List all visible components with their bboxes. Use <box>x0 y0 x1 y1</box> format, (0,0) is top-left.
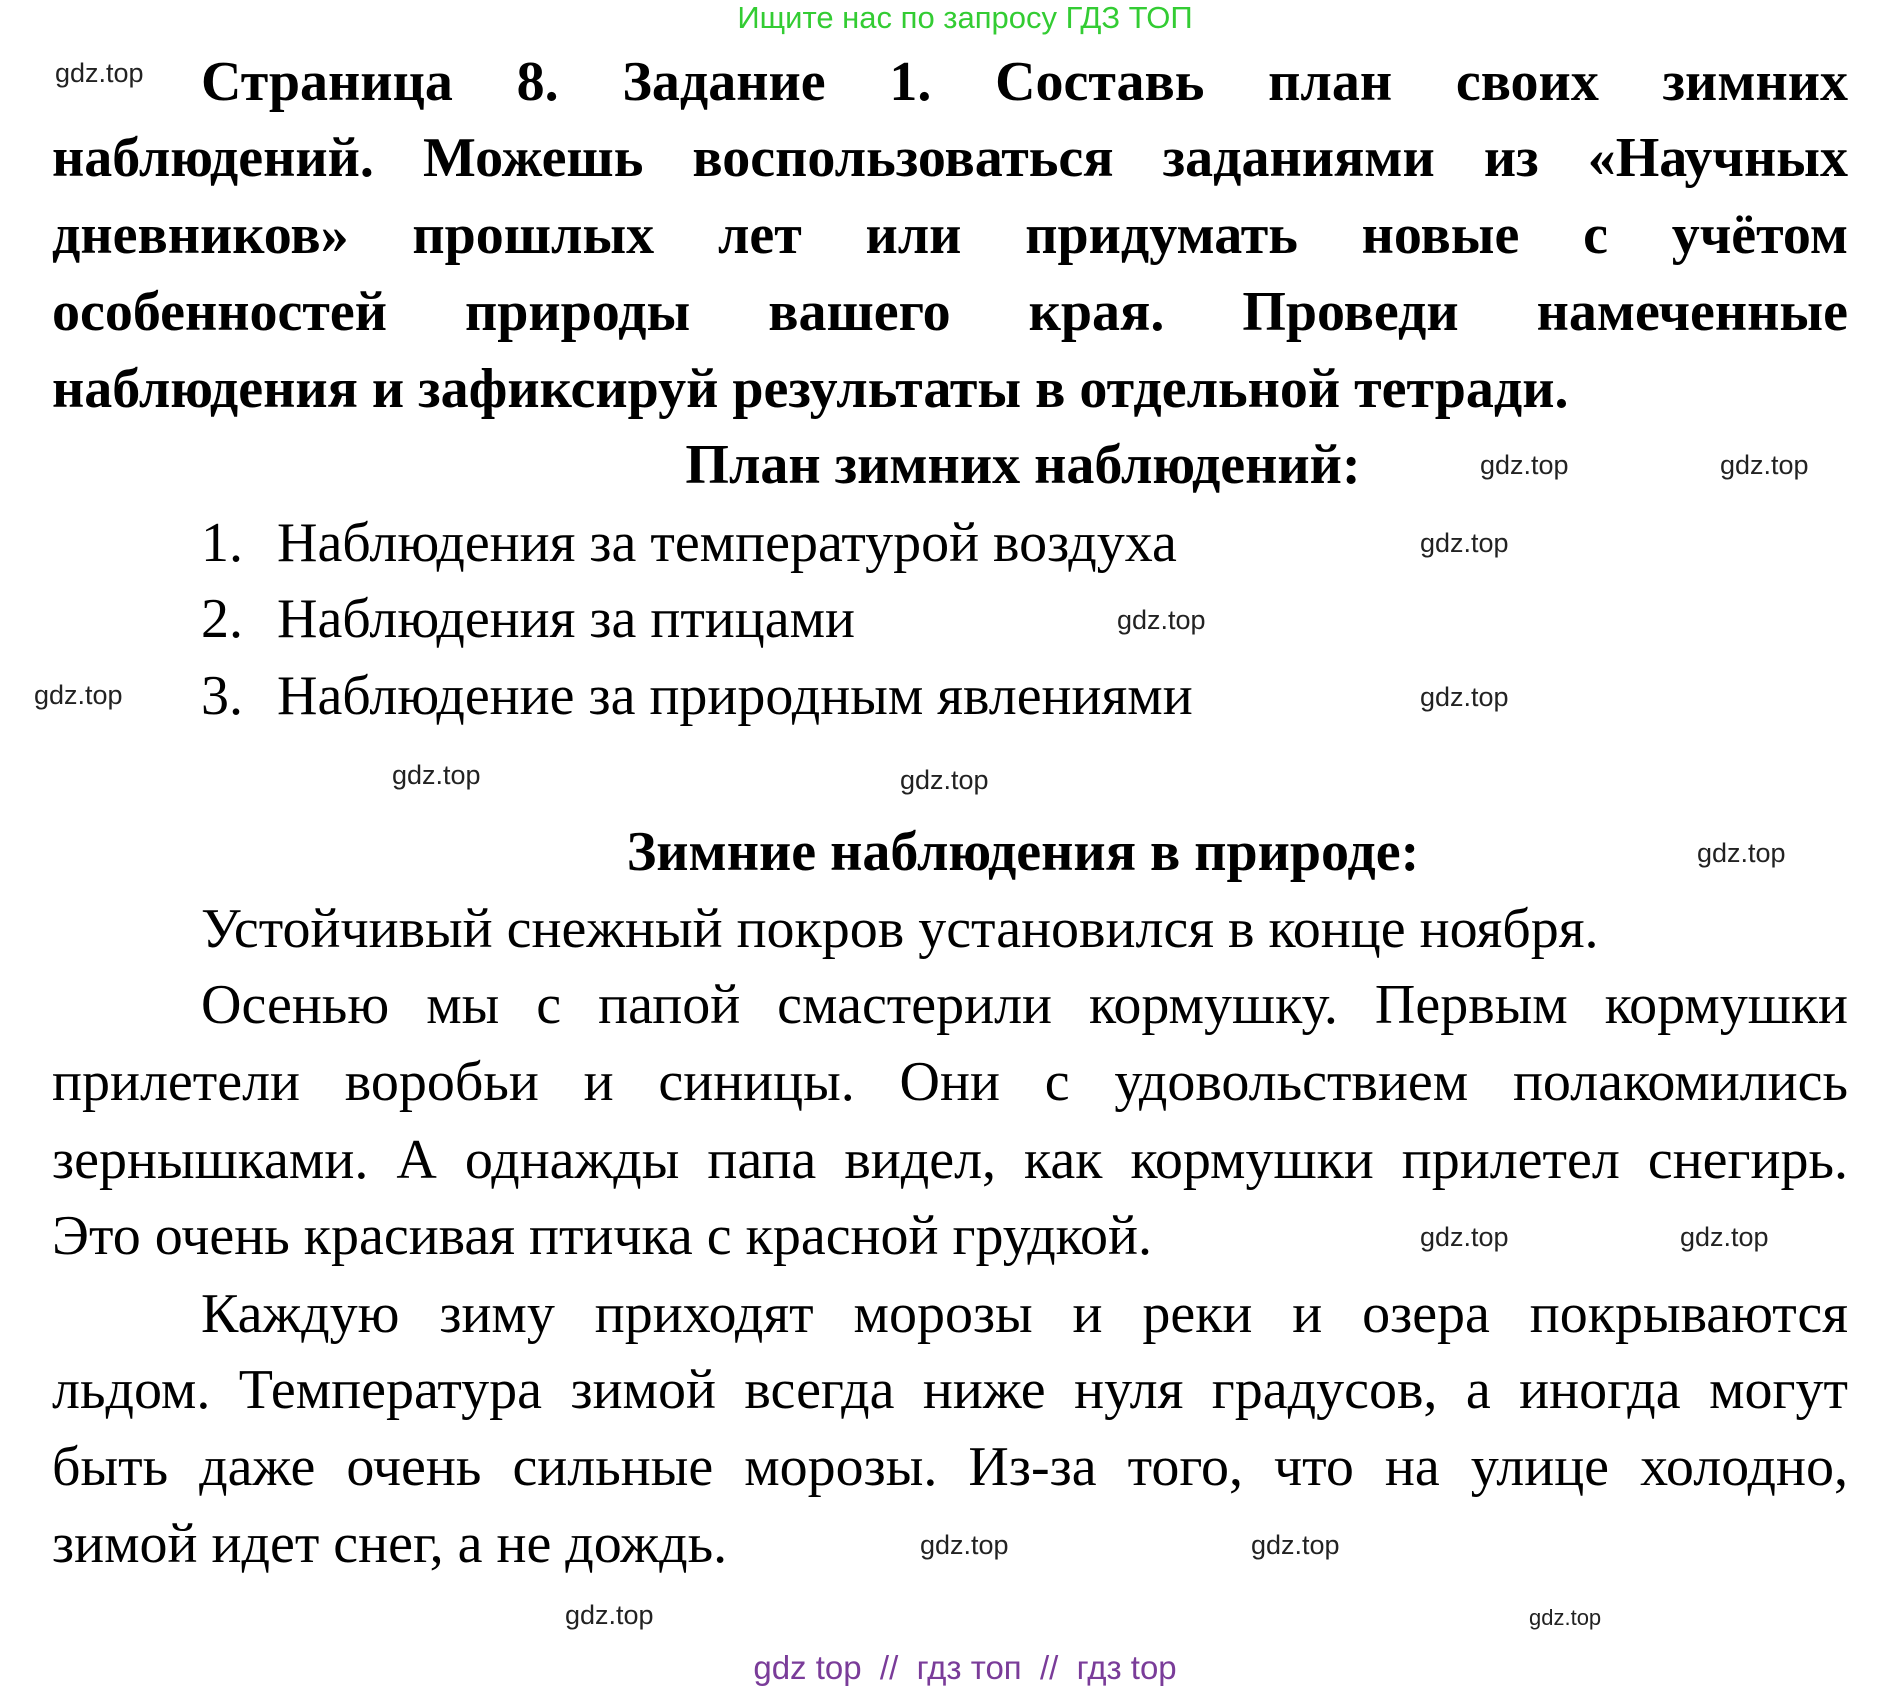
watermark: gdz.top <box>1117 605 1206 635</box>
watermark: gdz.top <box>55 58 144 88</box>
paragraph-line: Устойчивый снежный покров установился в конце ноября. <box>201 898 1599 960</box>
watermark: gdz.top <box>1529 1605 1602 1630</box>
paragraph-line: зимой идет снег, а не дождь. <box>52 1513 728 1575</box>
watermark: gdz.top <box>1251 1530 1340 1560</box>
paragraph-line: быть даже очень сильные морозы. Из-за того, что на улице холодно, <box>52 1436 1848 1498</box>
watermark: gdz.top <box>1420 528 1509 558</box>
watermark: gdz.top <box>565 1600 654 1630</box>
search-hint-banner: Ищите нас по запросу ГДЗ ТОП <box>737 0 1193 35</box>
observations-title: Зимние наблюдения в природе: <box>626 821 1420 883</box>
task-line: наблюдения и зафиксируй результаты в отдельной тетради. <box>52 358 1569 420</box>
plan-item: Наблюдение за природным явлениями <box>277 665 1193 727</box>
paragraph-line: Каждую зиму приходят морозы и реки и озера покрываются <box>201 1283 1848 1345</box>
watermark: gdz.top <box>900 765 989 795</box>
plan-item: Наблюдения за птицами <box>277 588 855 650</box>
watermark: gdz.top <box>34 680 123 710</box>
task-line: особенностей природы вашего края. Проведи намеченные <box>52 281 1848 343</box>
watermark: gdz.top <box>1420 682 1509 712</box>
paragraph-line: льдом. Температура зимой всегда ниже нуля градусов, а иногда могут <box>52 1359 1848 1421</box>
plan-item-number: 3. <box>201 665 243 727</box>
plan-item: Наблюдения за температурой воздуха <box>277 512 1177 574</box>
watermark: gdz.top <box>1420 1222 1509 1252</box>
watermark: gdz.top <box>1720 450 1809 480</box>
watermark: gdz.top <box>1697 838 1786 868</box>
footer-links[interactable]: gdz top // гдз топ // гдз top <box>753 1649 1177 1686</box>
task-line: наблюдений. Можешь воспользоваться заданиями из «Научных <box>52 127 1848 189</box>
paragraph-line: зернышками. А однажды папа видел, как кормушки прилетел снегирь. <box>52 1129 1848 1191</box>
task-line: Страница 8. Задание 1. Составь план своих зимних <box>201 51 1848 113</box>
watermark: gdz.top <box>392 760 481 790</box>
plan-item-number: 2. <box>201 588 243 650</box>
task-line: дневников» прошлых лет или придумать новые с учётом <box>52 204 1848 266</box>
paragraph-line: Осенью мы с папой смастерили кормушку. Первым кормушки <box>201 974 1848 1036</box>
paragraph-line: прилетели воробьи и синицы. Они с удовольствием полакомились <box>52 1051 1848 1113</box>
watermark: gdz.top <box>1480 450 1569 480</box>
watermark: gdz.top <box>920 1530 1009 1560</box>
paragraph-line: Это очень красивая птичка с красной грудкой. <box>52 1205 1153 1267</box>
plan-title: План зимних наблюдений: <box>685 434 1361 496</box>
watermark: gdz.top <box>1680 1222 1769 1252</box>
plan-item-number: 1. <box>201 512 243 574</box>
